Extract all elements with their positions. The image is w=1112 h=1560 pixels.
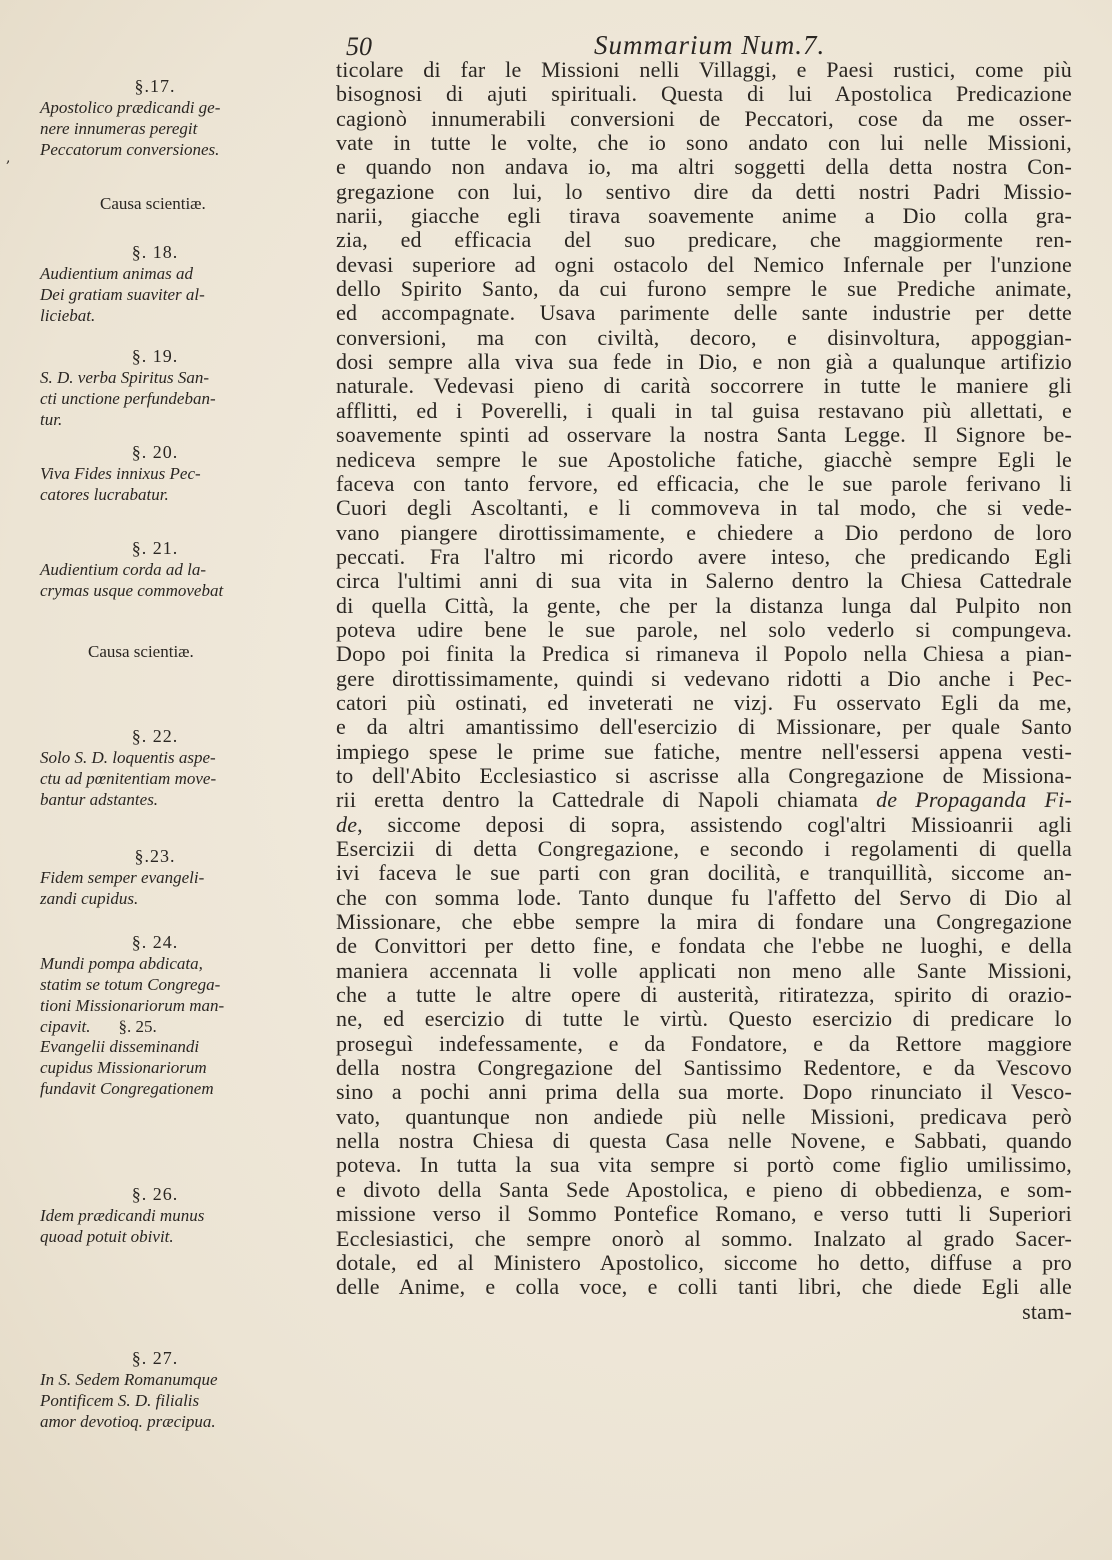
margin-note-line: Fidem semper evangeli- (40, 868, 205, 887)
body-line: catori più ostinati, ed inveterati ne vizj. Fu osservato Egli da me, (336, 690, 1072, 715)
margin-note-line: quoad potuit obivit. (40, 1227, 174, 1246)
section-number: §. 19. (131, 346, 179, 366)
margin-note (40, 538, 330, 601)
body-line: Ecclesiastici, che sempre onorò al sommo. Inalzato al grado Sacer- (336, 1226, 1072, 1251)
margin-note-line: bantur adstantes. (40, 790, 159, 809)
body-text (336, 58, 1072, 1324)
body-line: ed accompagnate. Usava parimente delle sante industrie per dette (336, 301, 1072, 326)
causa-scientiae-note: Causa scientiæ. (88, 642, 194, 661)
margin-note-line: Audientium corda ad la- (40, 560, 207, 579)
body-line: vano piangere dirottissimamente, e chiedere a Dio perdono de loro (336, 520, 1072, 545)
body-line: Missionare, che ebbe sempre la mira di fondare una Congregazione (336, 910, 1072, 935)
section-number: §. 25. (118, 1017, 157, 1036)
body-line: di quella Città, la gente, che per la distanza lunga dal Pulpito non (336, 593, 1072, 618)
margin-note-line: cipavit. §. 25. (40, 1017, 157, 1036)
body-line: impiego spese le prime sue fatiche, mentre nell'essersi appena vesti- (336, 739, 1072, 764)
margin-note-line: nere innumeras peregit (40, 119, 198, 138)
margin-note-line: zandi cupidus. (40, 889, 139, 908)
body-line: soavemente spinti ad osservare la nostra Santa Legge. Il Signore be- (336, 423, 1072, 448)
body-line: della nostra Congregazione del Santissimo Redentore, e da Vescovo (336, 1056, 1072, 1081)
body-line: dotale, ed al Ministero Apostolico, siccome ho detto, diffuse a pro (336, 1250, 1072, 1275)
margin-note-line: Solo S. D. loquentis aspe- (40, 748, 216, 767)
margin-note-line: Dei gratiam suaviter al- (40, 285, 205, 304)
section-number: §. 27. (131, 1348, 179, 1368)
margin-note-line: ctu ad pœnitentiam move- (40, 769, 217, 788)
body-line: gregazione con lui, lo sentivo dire da detti nostri Padri Missio- (336, 179, 1072, 204)
margin-note (40, 346, 330, 430)
margin-note-line: tioni Missionariorum man- (40, 996, 225, 1015)
section-number: §. 26. (131, 1184, 179, 1204)
margin-note-line: amor devotioq. præcipua. (40, 1412, 216, 1431)
body-line: afflitti, ed i Poverelli, i quali in tal guisa restavano più allettati, e (336, 398, 1072, 423)
margin-note-line: cti unctione perfundeban- (40, 389, 216, 408)
margin-note (40, 442, 330, 505)
margin-note-line: statim se totum Congrega- (40, 975, 221, 994)
margin-note-line: Evangelii disseminandi (40, 1037, 200, 1056)
margin-note-line: cupidus Missionariorum (40, 1058, 207, 1077)
body-line: e quando non andava io, ma altri soggetti della detta nostra Con- (336, 155, 1072, 180)
body-line: nella nostra Chiesa di questa Casa nelle Novene, e Sabbati, quando (336, 1129, 1072, 1154)
body-line: ne, ed esercizio di tutte le virtù. Questo esercizio di predicare lo (336, 1007, 1072, 1032)
body-line: e da altri amantissimo dell'esercizio di Missionare, per quale Santo (336, 715, 1072, 740)
body-line: che a tutte le altre opere di austerità, ritiratezza, spirito di orazio- (336, 983, 1072, 1008)
body-line: e divoto della Santa Sede Apostolica, e pieno di obbedienza, e som- (336, 1177, 1072, 1202)
body-line: de, siccome deposi di sopra, assistendo cogl'altri Missioanrii agli (336, 812, 1072, 837)
body-line: bisognosi di ajuti spirituali. Questa di lui Apostolica Predicazione (336, 82, 1072, 107)
body-line: stam- (1022, 1299, 1072, 1324)
body-line: rii eretta dentro la Cattedrale di Napoli chiamata de Propaganda Fi- (336, 788, 1072, 813)
section-number: §. 21. (131, 538, 179, 558)
margin-note-line: crymas usque commovebat (40, 581, 224, 600)
section-number: §. 20. (131, 442, 179, 462)
margin-note (40, 76, 330, 160)
body-line: poteva. In tutta la sua vita sempre si portò come figlio umilissimo, (336, 1153, 1072, 1178)
body-line: to dell'Abito Ecclesiastico si ascrisse alla Congregazione de Missiona- (336, 763, 1072, 788)
body-line: poteva udire bene le sue parole, nel solo vederlo si compungeva. (336, 617, 1072, 642)
body-line: ivi faceva le sue parti con gran docilità, e tranquillità, siccome an- (336, 861, 1072, 886)
body-line: naturale. Vedevasi pieno di carità soccorrere in tutte le maniere gli (336, 374, 1072, 399)
margin-note-line: catores lucrabatur. (40, 485, 169, 504)
page-number: 50 (346, 32, 372, 61)
body-line: devasi superiore ad ogni ostacolo del Nemico Infernale per l'unzione (336, 252, 1072, 277)
gutter-mark: , (6, 150, 11, 166)
margin-note-line: S. D. verba Spiritus San- (40, 368, 210, 387)
section-number: §.23. (134, 846, 176, 866)
margin-note (40, 932, 330, 1037)
margin-note-line: Mundi pompa abdicata, (40, 954, 203, 973)
section-number: §. 24. (131, 932, 179, 952)
body-line: Dopo poi finita la Predica si rimaneva il Popolo nella Chiesa a pian- (336, 642, 1072, 667)
body-line: gere dirottissimamente, quindi si vedevano ridotti a Dio anche i Pec- (336, 666, 1072, 691)
body-line: faceva con tanto fervore, ed efficacia, che le sue parole ferivano li (336, 471, 1072, 496)
body-line: conversioni, ma con civiltà, decoro, e disinvoltura, appoggian- (336, 325, 1072, 350)
margin-note (40, 846, 330, 909)
margin-note-line: fundavit Congregationem (40, 1079, 214, 1098)
body-line: vate in tutte le volte, che io sono andato con lui nelle Missioni, (336, 131, 1072, 156)
section-number: §.17. (134, 76, 176, 96)
causa-scientiae-note: Causa scientiæ. (100, 194, 206, 213)
body-line: ticolare di far le Missioni nelli Villaggi, e Paesi rustici, come più (336, 58, 1072, 82)
body-line: sino a pochi anni prima della sua morte. Dopo rinunciato il Vesco- (336, 1080, 1072, 1105)
margin-note-line: tur. (40, 410, 63, 429)
section-number: §. 22. (131, 726, 179, 746)
body-line: delle Anime, e colla voce, e colli tanti libri, che diede Egli alle (336, 1275, 1072, 1300)
body-line: nediceva sempre le sue Apostoliche fatiche, giacchè sempre Egli le (336, 447, 1072, 472)
margin-note (40, 1348, 330, 1432)
body-line: de Convittori per detto fine, e fondata che l'ebbe ne luoghi, e della (336, 934, 1072, 959)
body-line: peccati. Fra l'altro mi ricordo avere inteso, che predicando Egli (336, 544, 1072, 569)
margin-note (40, 1184, 330, 1247)
page-header (336, 28, 1076, 62)
body-line: dosi sempre alla viva sua fede in Dio, e non già a qualunque artifizio (336, 350, 1072, 375)
margin-note-line: Audientium animas ad (40, 264, 193, 283)
margin-note-line: Peccatorum conversiones. (40, 140, 220, 159)
body-line: Esercizii di detta Congregazione, e secondo i regolamenti di quella (336, 837, 1072, 861)
margin-note (40, 242, 330, 326)
margin-note-line: liciebat. (40, 306, 96, 325)
body-line: missione verso il Sommo Pontefice Romano, e verso tutti li Superiori (336, 1202, 1072, 1227)
margin-note-line: Viva Fides innixus Pec- (40, 464, 201, 483)
body-line: narii, giacche egli tirava soavemente anime a Dio colla gra- (336, 204, 1072, 229)
body-line: che con somma lode. Tanto dunque fu l'affetto del Servo di Dio al (336, 885, 1072, 910)
margin-note (40, 726, 330, 810)
margin-note-line: Apostolico prædicandi ge- (40, 98, 221, 117)
margin-note-line: In S. Sedem Romanumque (40, 1370, 218, 1389)
margin-note-line: Pontificem S. D. filialis (40, 1391, 200, 1410)
body-line: cagionò innumerabili conversioni de Peccatori, cose da me osser- (336, 106, 1072, 131)
body-line: zia, ed efficacia del suo predicare, che maggiormente ren- (336, 228, 1072, 253)
body-line: proseguì indefessamente, e da Fondatore, e da Rettore maggiore (336, 1031, 1072, 1056)
body-line: dello Spirito Santo, da cui furono sempre le sue Prediche animate, (336, 277, 1072, 302)
body-line: vato, quantunque non andiede più nelle Missioni, predicava però (336, 1104, 1072, 1129)
body-line: Cuori degli Ascoltanti, e li commoveva in tal modo, che si vede- (336, 496, 1072, 521)
section-number: §. 18. (131, 242, 179, 262)
margin-note-line: Idem prædicandi munus (40, 1206, 205, 1225)
body-line: maniera accennata li volle applicati non meno alle Sante Missioni, (336, 958, 1072, 983)
body-line: circa l'ultimi anni di sua vita in Salerno dentro la Chiesa Cattedrale (336, 569, 1072, 594)
running-head: Summarium Num.7. (594, 30, 826, 60)
margin-note (40, 1036, 330, 1099)
